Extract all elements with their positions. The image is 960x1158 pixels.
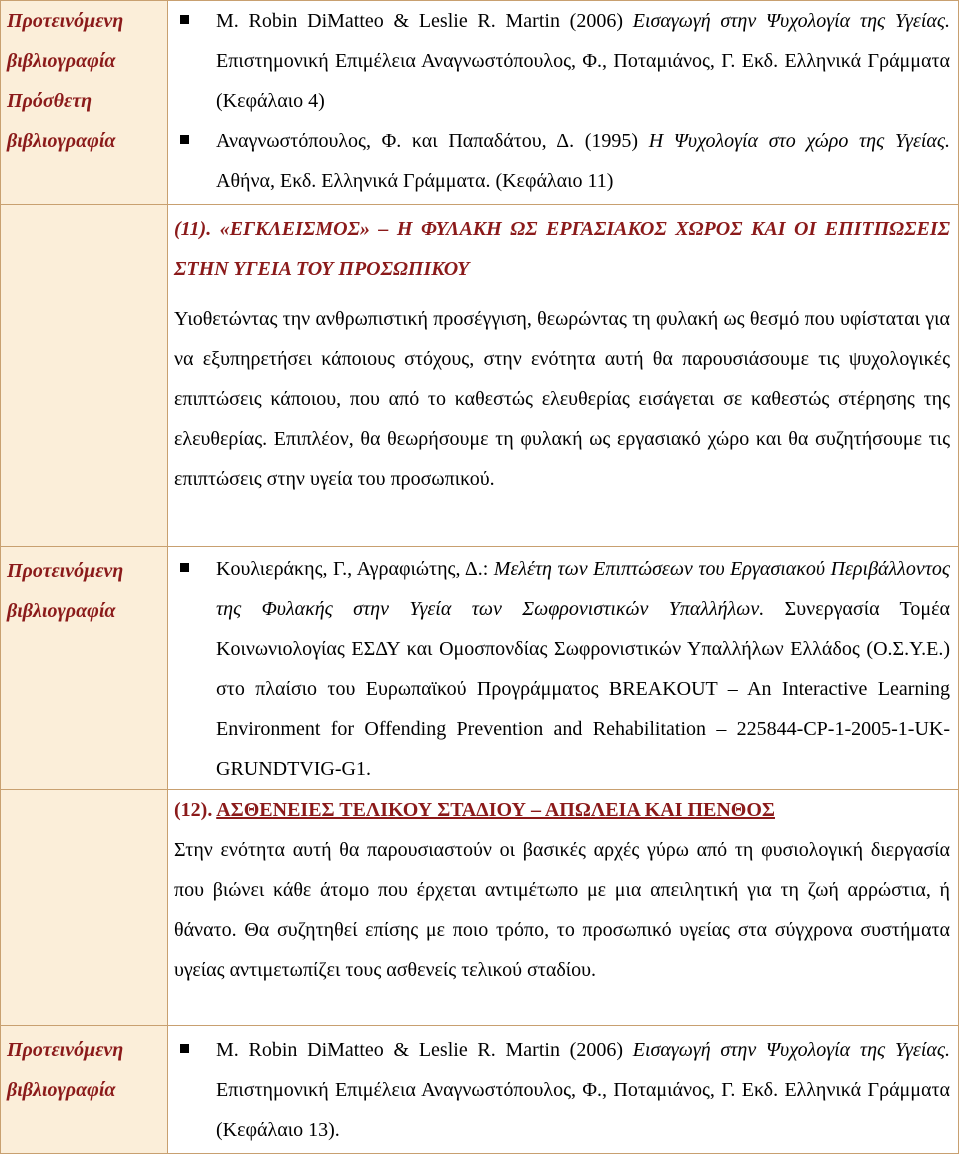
section-title: ΑΣΘΕΝΕΙΕΣ ΤΕΛΙΚΟΥ ΣΤΑΔΙΟΥ – ΑΠΩΛΕΙΑ ΚΑΙ ΠΕΝΘΟΣ — [216, 799, 775, 821]
label-recommended-1: Προτεινόμενη — [7, 10, 124, 32]
bibliography-row — [1, 1, 959, 205]
content-cell — [168, 1026, 959, 1154]
section-heading — [174, 790, 950, 830]
ref-title: Η Ψυχολογία στο χώρο της Υγείας. — [648, 130, 950, 152]
content-cell — [168, 1, 959, 205]
content-cell — [168, 205, 959, 547]
reference-list — [174, 549, 950, 789]
reference-item — [174, 121, 950, 201]
reference-item — [174, 1, 950, 121]
ref-authors: M. Robin DiMatteo & Leslie R. Martin (2006) — [216, 10, 633, 32]
section-body: Στην ενότητα αυτή θα παρουσιαστούν οι βασικές αρχές γύρω από τη φυσιολογική διεργασία που βιώνει κάθε άτομο που έρχεται αντιμέτωπο με μια απειλητική για τη ζωή αρρώστια, ή θάνατο. Θα συζητηθεί επίσης με ποιο τρόπο, το προσωπικό υγείας στα σύγχρονα συστήματα υγείας αντιμετωπίζει τους ασθενείς τελικού σταδίου. — [174, 839, 950, 981]
bibliography-row — [1, 547, 959, 790]
bullet-icon — [180, 563, 189, 572]
label-cell — [1, 1, 168, 205]
label-cell — [1, 547, 168, 790]
reference-item — [174, 1030, 950, 1150]
section-row — [1, 205, 959, 547]
label-recommended-2: βιβλιογραφία — [7, 600, 116, 622]
label-additional-2: βιβλιογραφία — [7, 130, 116, 152]
section-heading: (11). «ΕΓΚΛΕΙΣΜΟΣ» – Η ΦΥΛΑΚΗ ΩΣ ΕΡΓΑΣΙΑΚΟΣ ΧΩΡΟΣ ΚΑΙ ΟΙ ΕΠΙΤΠΩΣΕΙΣ ΣΤΗΝ ΥΓΕΙΑ ΤΟΥ ΠΡΟΣΩΠΙΚΟΥ — [174, 218, 950, 280]
reference-list — [174, 1030, 950, 1150]
section-number: (12). — [174, 799, 217, 821]
ref-authors: Κουλιεράκης, Γ., Αγραφιώτης, Δ.: — [216, 558, 494, 580]
ref-publisher: Αθήνα, Εκδ. Ελληνικά Γράμματα. (Κεφάλαιο 11) — [216, 170, 614, 192]
label-recommended-2: βιβλιογραφία — [7, 50, 116, 72]
label-cell — [1, 790, 168, 1026]
ref-title: Εισαγωγή στην Ψυχολογία της Υγείας. — [632, 10, 950, 32]
ref-title: Εισαγωγή στην Ψυχολογία της Υγείας. — [632, 1039, 950, 1061]
label-additional-1: Πρόσθετη — [7, 90, 93, 112]
ref-publisher: Επιστημονική Επιμέλεια Αναγνωστόπουλος, Φ., Ποταμιάνος, Γ. Εκδ. Ελληνικά Γράμματα (Κεφάλαιο 4) — [216, 50, 950, 112]
bullet-icon — [180, 15, 189, 24]
label-recommended-2: βιβλιογραφία — [7, 1079, 116, 1101]
ref-publisher: Συνεργασία Τομέα Κοινωνιολογίας ΕΣΔΥ και Ομοσπονδίας Σωφρονιστικών Υπαλλήλων Ελλάδος (Ο.Σ.Υ.Ε.) στο πλαίσιο του Ευρωπαϊκού Προγράμματος BREAKOUT – An Interactive Learning Environment for Offending Prevention and Rehabilitation – 225844-CP-1-2005-1-UK-GRUNDTVIG-G1. — [216, 598, 950, 780]
content-cell — [168, 790, 959, 1026]
label-recommended-1: Προτεινόμενη — [7, 1039, 124, 1061]
section-body: Υιοθετώντας την ανθρωπιστική προσέγγιση, θεωρώντας τη φυλακή ως θεσμό που υφίσταται για να εξυπηρετήσει κάποιους στόχους, στην ενότητα αυτή θα παρουσιάσουμε τις ψυχολογικές επιπτώσεις κάποιου, που από το καθεστώς ελευθερίας εισάγεται σε καθεστώς στέρησης της ελευθερίας. Επιπλέον, θα θεωρήσουμε τη φυλακή ως εργασιακό χώρο και θα συζητήσουμε τις επιπτώσεις στην υγεία του προσωπικού. — [174, 308, 950, 490]
section-row — [1, 790, 959, 1026]
ref-publisher: Επιστημονική Επιμέλεια Αναγνωστόπουλος, Φ., Ποταμιάνος, Γ. Εκδ. Ελληνικά Γράμματα (Κεφάλαιο 13). — [216, 1079, 950, 1141]
ref-authors: Αναγνωστόπουλος, Φ. και Παπαδάτου, Δ. (1995) — [216, 130, 649, 152]
content-cell — [168, 547, 959, 790]
bibliography-row — [1, 1026, 959, 1154]
reference-item — [174, 549, 950, 789]
label-recommended-1: Προτεινόμενη — [7, 560, 124, 582]
reference-list — [174, 1, 950, 201]
label-cell — [1, 205, 168, 547]
bullet-icon — [180, 1044, 189, 1053]
ref-title: Μελέτη των Επιπτώσεων του Εργασιακού Περιβάλλοντος της Φυλακής στην Υγεία των Σωφρονιστικών Υπαλλήλων. — [216, 558, 950, 620]
bullet-icon — [180, 135, 189, 144]
ref-authors: M. Robin DiMatteo & Leslie R. Martin (2006) — [216, 1039, 633, 1061]
label-cell — [1, 1026, 168, 1154]
